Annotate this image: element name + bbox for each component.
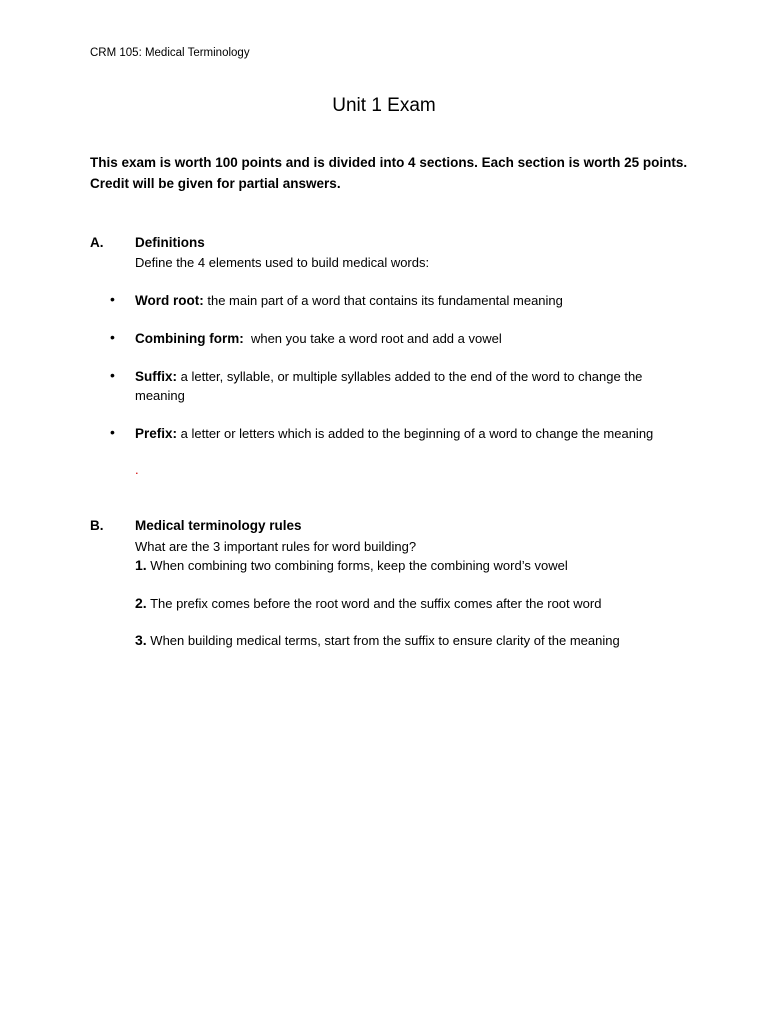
page-title: Unit 1 Exam xyxy=(332,95,436,116)
red-mark: . xyxy=(135,462,139,477)
course-header: CRM 105: Medical Terminology xyxy=(90,47,250,59)
rule-number: 3. xyxy=(135,632,147,648)
rule-item-1 xyxy=(135,557,568,573)
term-label: Prefix: xyxy=(135,426,178,441)
rule-item-3 xyxy=(135,632,620,648)
rule-item-2 xyxy=(135,595,601,611)
bullet-icon: • xyxy=(110,424,115,440)
section-a-marker: A. xyxy=(90,235,104,250)
section-a-prompt: Define the 4 elements used to build medical words: xyxy=(135,255,430,270)
bullet-icon: • xyxy=(110,329,115,345)
bullet-icon: • xyxy=(110,291,115,307)
term-label: Suffix: xyxy=(135,369,177,384)
rule-number: 2. xyxy=(135,595,147,611)
term-definition: when you take a word root and add a vowel xyxy=(243,331,502,346)
section-a-heading: Definitions xyxy=(135,235,205,250)
section-b-prompt: What are the 3 important rules for word building? xyxy=(135,539,417,554)
definition-item-combining-form xyxy=(135,329,685,348)
rule-text: When combining two combining forms, keep the combining word’s vowel xyxy=(146,558,568,573)
term-definition: a letter or letters which is added to the beginning of a word to change the meaning xyxy=(177,426,654,441)
bullet-icon: • xyxy=(110,367,115,383)
term-definition: a letter, syllable, or multiple syllables added to the end of the word to change the meaning xyxy=(135,369,643,403)
definition-item-word-root xyxy=(135,291,685,310)
definition-item-suffix xyxy=(135,367,685,405)
rule-number: 1. xyxy=(135,557,147,573)
definition-item-prefix xyxy=(135,424,685,443)
instructions-line-2: Credit will be given for partial answers. xyxy=(90,176,341,191)
instructions-line-1: This exam is worth 100 points and is divided into 4 sections. Each section is worth 25 points. xyxy=(90,155,688,170)
term-label: Combining form: xyxy=(135,331,244,346)
rule-text: When building medical terms, start from the suffix to ensure clarity of the meaning xyxy=(146,633,620,648)
section-b-marker: B. xyxy=(90,518,104,533)
term-label: Word root: xyxy=(135,293,204,308)
exam-instructions xyxy=(90,152,690,194)
section-b-heading: Medical terminology rules xyxy=(135,518,302,533)
rule-text: The prefix comes before the root word and the suffix comes after the root word xyxy=(146,596,602,611)
term-definition: the main part of a word that contains its fundamental meaning xyxy=(203,293,563,308)
